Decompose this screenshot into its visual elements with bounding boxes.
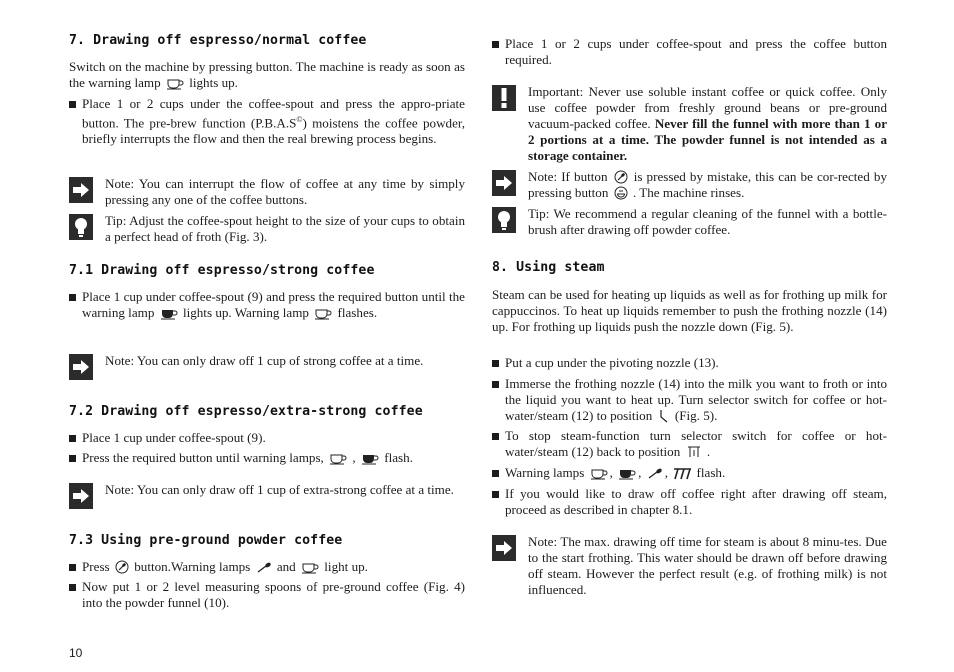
- section-7-2-bullet-2: Press the required button until warning lamps, , flash.: [69, 450, 465, 466]
- section-8-bullet-1: Put a cup under the pivoting nozzle (13).: [492, 355, 887, 371]
- cup-lamp-icon: [329, 452, 347, 465]
- important-note: Important: Never use soluble instant coffee or quick coffee. Only use coffee powder from freshly ground beans or pre-ground vacuum-packed coffee. Never fill the funnel with more than 1 or 2 portions at a time. The powder funnel is not intended as a storage container.: [492, 84, 887, 164]
- section-7-intro: Switch on the machine by pressing button. The machine is ready as soon as the warning lamp lights up.: [69, 59, 465, 90]
- arrow-right-icon: [492, 535, 516, 561]
- section-8-bullet-5: If you would like to draw off coffee right after drawing off steam, proceed as described in chapter 8.1.: [492, 486, 887, 518]
- cup-lamp-icon: [301, 561, 319, 574]
- arrow-right-icon: [69, 354, 93, 380]
- page-number: 10: [69, 646, 83, 660]
- section-7-note: Note: You can interrupt the flow of coffee at any time by simply pressing any one of the coffee buttons.: [69, 176, 465, 208]
- section-7-3-heading: 7.3 Using pre-ground powder coffee: [69, 533, 343, 548]
- section-8-heading: 8. Using steam: [492, 260, 605, 275]
- right-tip: Tip: We recommend a regular cleaning of the funnel with a bottle-brush after drawing off powder coffee.: [492, 206, 887, 238]
- steam-lamp-icon: [673, 467, 691, 480]
- section-8-bullet-4: Warning lamps , , , flash.: [492, 465, 887, 481]
- section-7-heading: 7. Drawing off espresso/normal coffee: [69, 33, 367, 48]
- rinse-button-icon: [614, 186, 628, 200]
- section-7-2-bullet-1: Place 1 cup under coffee-spout (9).: [69, 430, 465, 446]
- exclamation-icon: [492, 85, 516, 111]
- spoon-button-icon: [614, 170, 628, 184]
- section-7-tip: Tip: Adjust the coffee-spout height to the size of your cups to obtain a perfect head of froth (Fig. 3).: [69, 213, 465, 245]
- full-cup-lamp-icon: [618, 467, 636, 480]
- section-7-2-note: Note: You can only draw off 1 cup of extra-strong coffee at a time.: [69, 482, 465, 498]
- off-position-icon: [686, 445, 702, 459]
- spoon-lamp-icon: [256, 561, 272, 574]
- cup-lamp-icon: [166, 77, 184, 90]
- lightbulb-icon: [69, 214, 93, 240]
- section-7-3-bullet-2: Now put 1 or 2 level measuring spoons of pre-ground coffee (Fig. 4) into the powder funnel (10).: [69, 579, 465, 611]
- section-8-bullet-2: Immerse the frothing nozzle (14) into the milk you want to froth or into the liquid you want to heat up. Turn selector switch for coffee or hot-water/steam (12) to position (Fig. 5).: [492, 376, 887, 424]
- section-7-2-heading: 7.2 Drawing off espresso/extra-strong coffee: [69, 404, 423, 419]
- right-bullet-1: Place 1 or 2 cups under coffee-spout and press the coffee button required.: [492, 36, 887, 68]
- arrow-right-icon: [492, 170, 516, 196]
- section-8-intro: Steam can be used for heating up liquids as well as for frothing up milk for cappuccinos. To heat up liquids remember to push the frothing nozzle (14) up. For frothing up liquids push the nozzle down (Fig. 5).: [492, 287, 887, 334]
- section-7-1-bullet-1: Place 1 cup under coffee-spout (9) and press the required button until the warning lamp lights up. Warning lamp flashes.: [69, 289, 465, 321]
- arrow-right-icon: [69, 483, 93, 509]
- full-cup-lamp-icon: [160, 307, 178, 320]
- spoon-button-icon: [115, 560, 129, 574]
- steam-nozzle-icon: [658, 409, 670, 423]
- section-8-note: Note: The max. drawing off time for steam is about 8 minu-tes. Due to the start frothing. This water should be drawn off before drawing off steam. However the perfect result (e.g. of frothing milk) is not influenced.: [492, 534, 887, 598]
- section-7-bullet-1: Place 1 or 2 cups under the coffee-spout and press the appro-priate button. The pre-brew function (P.B.A.S©) moistens the coffee powder, briefly interrupts the flow and then the real brewing process begins.: [69, 96, 465, 147]
- lightbulb-icon: [492, 207, 516, 233]
- section-8-bullet-3: To stop steam-function turn selector switch for coffee or hot-water/steam (12) back to position .: [492, 428, 887, 460]
- full-cup-lamp-icon: [361, 452, 379, 465]
- cup-lamp-icon: [590, 467, 608, 480]
- arrow-right-icon: [69, 177, 93, 203]
- section-7-1-heading: 7.1 Drawing off espresso/strong coffee: [69, 263, 375, 278]
- spoon-lamp-icon: [647, 467, 663, 480]
- section-7-3-bullet-1: Press button.Warning lamps and light up.: [69, 559, 465, 575]
- right-note: Note: If button is pressed by mistake, this can be cor-rected by pressing button . The machine rinses.: [492, 169, 887, 201]
- section-7-1-note: Note: You can only draw off 1 cup of strong coffee at a time.: [69, 353, 465, 369]
- cup-lamp-icon: [314, 307, 332, 320]
